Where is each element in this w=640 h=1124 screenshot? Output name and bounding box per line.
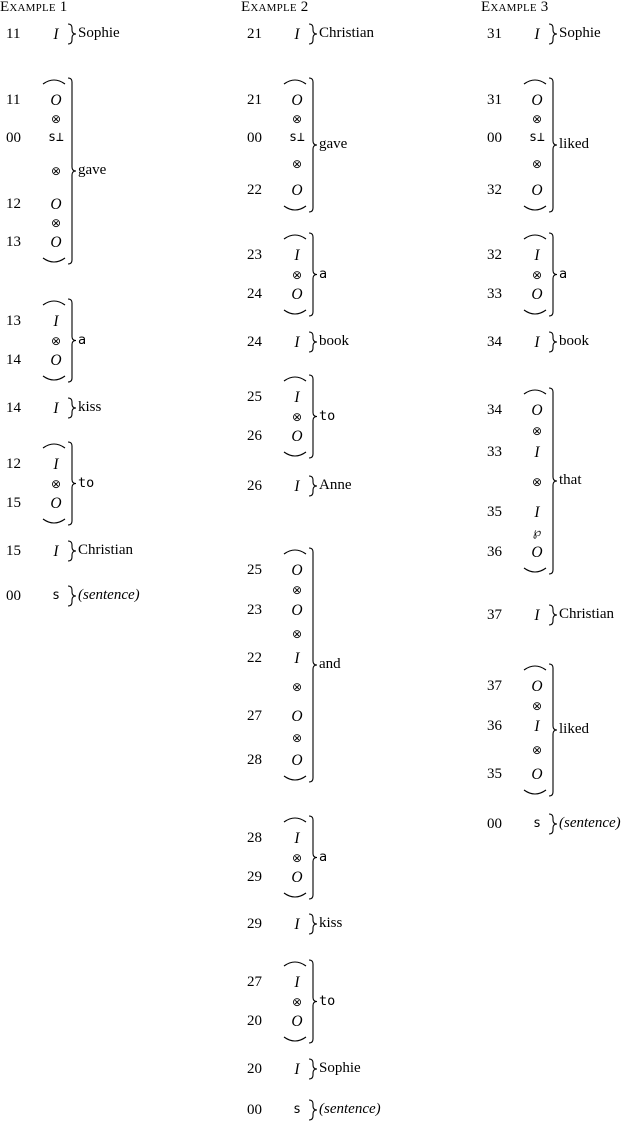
node-number: 28	[247, 752, 262, 768]
input-symbol: I	[294, 334, 300, 351]
input-symbol: I	[53, 400, 59, 417]
word-label: to	[78, 474, 95, 491]
output-symbol: O	[291, 92, 303, 109]
node-number: 11	[6, 92, 21, 108]
tensor-symbol: ⊗	[291, 583, 303, 597]
word-label: (sentence)	[559, 815, 621, 831]
input-symbol: I	[294, 389, 300, 406]
input-symbol: I	[294, 247, 300, 264]
input-symbol: I	[534, 504, 540, 521]
output-symbol: O	[531, 92, 543, 109]
output-symbol: O	[291, 708, 303, 725]
node-number: 37	[487, 607, 502, 623]
node-number: 00	[487, 130, 502, 146]
node-number: 26	[247, 478, 262, 494]
sentence-type-symbol: s⊥	[289, 130, 305, 145]
sentence-type-symbol: s	[533, 816, 541, 831]
node-number: 12	[6, 456, 21, 472]
sentence-type-symbol: s	[293, 1102, 301, 1117]
input-symbol: I	[534, 718, 540, 735]
node-number: 21	[247, 26, 262, 42]
sentence-type-symbol: s⊥	[48, 130, 64, 145]
word-label: Christian	[559, 606, 614, 622]
output-symbol: O	[531, 678, 543, 695]
output-symbol: O	[291, 562, 303, 579]
example-title: Example 1	[0, 0, 68, 15]
word-label: liked	[559, 136, 589, 152]
output-symbol: O	[50, 234, 62, 251]
word-label: a	[319, 265, 328, 282]
word-label: a	[78, 331, 87, 348]
tensor-symbol: ⊗	[291, 409, 303, 424]
node-number: 15	[6, 543, 21, 559]
node-number: 25	[247, 562, 262, 578]
node-number: 28	[247, 830, 262, 846]
tensor-symbol: ⊗	[50, 333, 62, 348]
node-number: 12	[6, 196, 21, 212]
node-number: 27	[247, 708, 262, 724]
output-symbol: O	[531, 402, 543, 419]
tensor-symbol: ⊗	[531, 157, 543, 171]
input-symbol: I	[294, 974, 300, 991]
node-number: 36	[487, 718, 502, 734]
input-symbol: I	[534, 334, 540, 351]
node-number: 33	[487, 444, 502, 460]
tensor-symbol: ⊗	[50, 112, 62, 126]
sentence-type-symbol: s⊥	[529, 130, 545, 145]
word-label: gave	[319, 136, 348, 152]
node-number: 32	[487, 182, 502, 198]
node-number: 23	[247, 602, 262, 618]
input-symbol: I	[534, 444, 540, 461]
input-symbol: I	[53, 26, 59, 43]
word-label: to	[319, 407, 336, 424]
word-label: (sentence)	[78, 587, 140, 603]
node-number: 21	[247, 92, 262, 108]
word-label: kiss	[78, 399, 102, 415]
word-label: Sophie	[319, 1060, 361, 1076]
output-symbol: O	[291, 869, 303, 886]
node-number: 23	[247, 247, 262, 263]
node-number: 32	[487, 247, 502, 263]
output-symbol: O	[50, 352, 62, 369]
tensor-symbol: ⊗	[291, 112, 303, 126]
word-label: Sophie	[559, 25, 601, 41]
tensor-symbol: ⊗	[291, 267, 303, 282]
output-symbol: O	[291, 428, 303, 445]
node-number: 29	[247, 869, 262, 885]
output-symbol: O	[531, 182, 543, 199]
output-symbol: O	[291, 286, 303, 303]
input-symbol: I	[534, 247, 540, 264]
node-number: 29	[247, 916, 262, 932]
node-number: 31	[487, 26, 502, 42]
tensor-symbol: ⊗	[531, 699, 543, 713]
output-symbol: O	[291, 602, 303, 619]
node-number: 26	[247, 428, 262, 444]
node-number: 14	[6, 400, 21, 416]
tensor-symbol: ⊗	[291, 627, 303, 641]
node-number: 34	[487, 402, 502, 418]
node-number: 34	[487, 334, 502, 350]
input-symbol: I	[294, 830, 300, 847]
input-symbol: I	[294, 650, 300, 667]
node-number: 24	[247, 334, 262, 350]
node-number: 00	[247, 130, 262, 146]
word-label: to	[319, 992, 336, 1009]
node-number: 13	[6, 313, 21, 329]
input-symbol: I	[294, 478, 300, 495]
node-number: 20	[247, 1013, 262, 1029]
node-number: 35	[487, 504, 502, 520]
node-number: 37	[487, 678, 502, 694]
sentence-type-symbol: s	[52, 588, 60, 603]
tensor-symbol: ⊗	[291, 157, 303, 171]
tensor-symbol: ⊗	[531, 112, 543, 126]
node-number: 00	[6, 130, 21, 146]
word-label: gave	[78, 162, 107, 178]
word-label: a	[319, 848, 328, 865]
input-symbol: I	[534, 607, 540, 624]
node-number: 27	[247, 974, 262, 990]
tensor-symbol: ⊗	[291, 994, 303, 1009]
tensor-symbol: ⊗	[50, 164, 62, 178]
example-title: Example 3	[481, 0, 549, 15]
word-label: Anne	[319, 477, 352, 493]
tensor-symbol: ⊗	[291, 850, 303, 865]
output-symbol: O	[50, 495, 62, 512]
tensor-symbol: ⊗	[531, 424, 543, 438]
input-symbol: I	[53, 313, 59, 330]
word-label: Christian	[319, 25, 374, 41]
node-number: 00	[247, 1102, 262, 1118]
word-label: and	[319, 656, 341, 672]
output-symbol: O	[50, 196, 62, 213]
node-number: 36	[487, 544, 502, 560]
word-label: (sentence)	[319, 1101, 381, 1117]
node-number: 13	[6, 234, 21, 250]
tensor-symbol: ⊗	[50, 476, 62, 491]
tensor-symbol: ⊗	[531, 267, 543, 282]
node-number: 22	[247, 650, 262, 666]
input-symbol: I	[53, 456, 59, 473]
tensor-symbol: ℘	[532, 525, 542, 539]
input-symbol: I	[53, 543, 59, 560]
node-number: 35	[487, 766, 502, 782]
node-number: 11	[6, 26, 21, 42]
word-label: that	[559, 472, 582, 488]
output-symbol: O	[291, 182, 303, 199]
node-number: 24	[247, 286, 262, 302]
node-number: 14	[6, 352, 21, 368]
input-symbol: I	[534, 26, 540, 43]
output-symbol: O	[291, 1013, 303, 1030]
output-symbol: O	[531, 766, 543, 783]
word-label: Christian	[78, 542, 133, 558]
word-label: Sophie	[78, 25, 120, 41]
example-title: Example 2	[241, 0, 309, 15]
tensor-symbol: ⊗	[50, 216, 62, 230]
tensor-symbol: ⊗	[291, 731, 303, 745]
node-number: 00	[6, 588, 21, 604]
node-number: 22	[247, 182, 262, 198]
node-number: 31	[487, 92, 502, 108]
input-symbol: I	[294, 916, 300, 933]
output-symbol: O	[291, 752, 303, 769]
output-symbol: O	[50, 92, 62, 109]
output-symbol: O	[531, 544, 543, 561]
node-number: 33	[487, 286, 502, 302]
node-number: 00	[487, 816, 502, 832]
word-label: book	[559, 333, 589, 349]
word-label: a	[559, 265, 568, 282]
node-number: 20	[247, 1061, 262, 1077]
tensor-symbol: ⊗	[531, 743, 543, 757]
input-symbol: I	[294, 26, 300, 43]
tensor-symbol: ⊗	[291, 680, 303, 694]
input-symbol: I	[294, 1061, 300, 1078]
word-label: liked	[559, 721, 589, 737]
word-label: book	[319, 333, 349, 349]
word-label: kiss	[319, 915, 343, 931]
node-number: 25	[247, 389, 262, 405]
output-symbol: O	[531, 286, 543, 303]
node-number: 15	[6, 495, 21, 511]
tensor-symbol: ⊗	[531, 475, 543, 489]
